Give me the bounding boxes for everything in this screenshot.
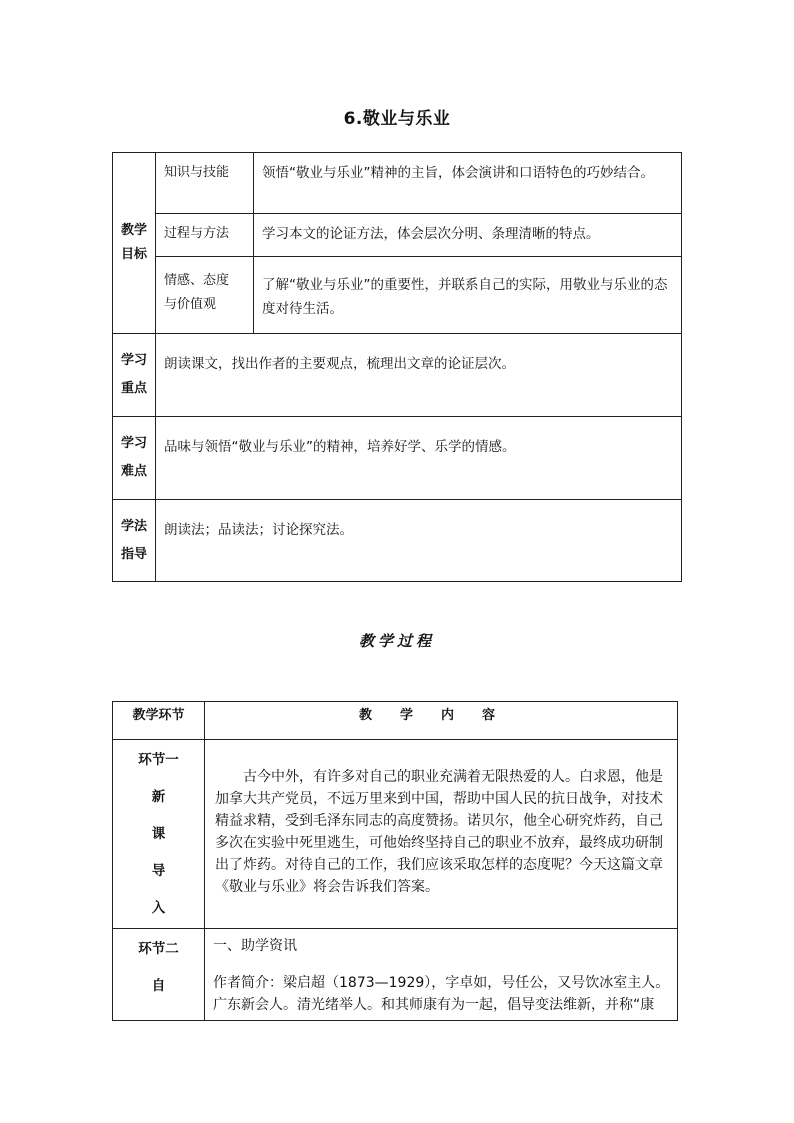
- stage2-label-line1: 环节二: [138, 941, 179, 957]
- objectives-table: [112, 152, 682, 582]
- header-stage: 教学环节: [113, 702, 205, 740]
- methods-label-line1: 学法: [120, 518, 147, 534]
- objectives-main-label: [113, 153, 156, 334]
- objective-text-process: 学习本文的论证方法，体会层次分明、条理清晰的特点。: [254, 214, 682, 257]
- key-points-label-line2: 重点: [120, 381, 147, 396]
- objective-text-attitude: 了解“敬业与乐业”的重要性，并联系自己的实际，用敬业与乐业的态度对待生活。: [254, 257, 682, 334]
- difficulties-label: [113, 417, 156, 500]
- header-content: 教学内容: [205, 702, 678, 740]
- methods-row: [113, 500, 682, 582]
- objectives-label-line2: 目标: [120, 247, 147, 262]
- process-heading: 教学过程: [358, 632, 435, 650]
- objective-row-process: [113, 214, 682, 257]
- stage2-section-title: 一、助学资讯: [213, 938, 297, 954]
- objective-label-knowledge: 知识与技能: [156, 153, 254, 214]
- objective-label-attitude-line2: 与价值观: [164, 297, 217, 312]
- process-header-row: [113, 702, 678, 740]
- stage1-char-1: 新: [151, 789, 166, 805]
- stage1-row: [113, 740, 678, 929]
- methods-text: 朗读法；品读法；讨论探究法。: [156, 500, 682, 582]
- objective-label-attitude: [156, 257, 254, 334]
- process-table: [112, 701, 678, 1021]
- methods-label-line2: 指导: [120, 546, 147, 562]
- stage2-content: [205, 929, 678, 1021]
- stage1-text: 古今中外，有许多对自己的职业充满着无限热爱的人。白求恩，他是加拿大共产党员，不远万里来到中国，帮助中国人民的抗日战争，对技术精益求精，受到毛泽东同志的高度赞扬。诺贝尔，他全心研究炸药，自己多次在实验中死里逃生，可他始终坚持自己的职业不放弃，最终成功研制出了炸药。对待自己的工作，我们应该采取怎样的态度呢？今天这篇文章《敬业与乐业》将会告诉我们答案。: [205, 740, 678, 929]
- stage2-char-1: 自: [151, 978, 166, 994]
- objective-label-attitude-line1: 情感、态度: [164, 273, 230, 288]
- lesson-title: 6.敬业与乐业: [343, 109, 451, 129]
- stage2-label: [113, 929, 205, 1021]
- methods-label: [113, 500, 156, 582]
- objectives-label-line1: 教学: [120, 223, 147, 238]
- stage1-label-line1: 环节一: [138, 752, 179, 768]
- objective-row-attitude: [113, 257, 682, 334]
- key-points-row: [113, 334, 682, 417]
- difficulties-label-line1: 学习: [120, 436, 147, 451]
- stage1-label: [113, 740, 205, 929]
- stage2-text: 作者简介：梁启超（1873—1929），字卓如，号任公，又号饮冰室主人。广东新会人。清光绪举人。和其师康有为一起，倡导变法维新，并称“康: [213, 975, 670, 1013]
- objective-label-process: 过程与方法: [156, 214, 254, 257]
- stage2-row: [113, 929, 678, 1021]
- stage1-char-2: 课: [151, 826, 166, 842]
- difficulties-text: 品味与领悟“敬业与乐业”的精神，培养好学、乐学的情感。: [156, 417, 682, 500]
- key-points-label-line1: 学习: [120, 353, 147, 368]
- key-points-text: 朗读课文，找出作者的主要观点，梳理出文章的论证层次。: [156, 334, 682, 417]
- objective-row-knowledge: [113, 153, 682, 214]
- objective-text-knowledge: 领悟“敬业与乐业”精神的主旨，体会演讲和口语特色的巧妙结合。: [254, 153, 682, 214]
- difficulties-row: [113, 417, 682, 500]
- difficulties-label-line2: 难点: [120, 464, 147, 479]
- stage1-char-3: 导: [151, 863, 166, 879]
- key-points-label: [113, 334, 156, 417]
- stage1-char-4: 入: [151, 900, 166, 916]
